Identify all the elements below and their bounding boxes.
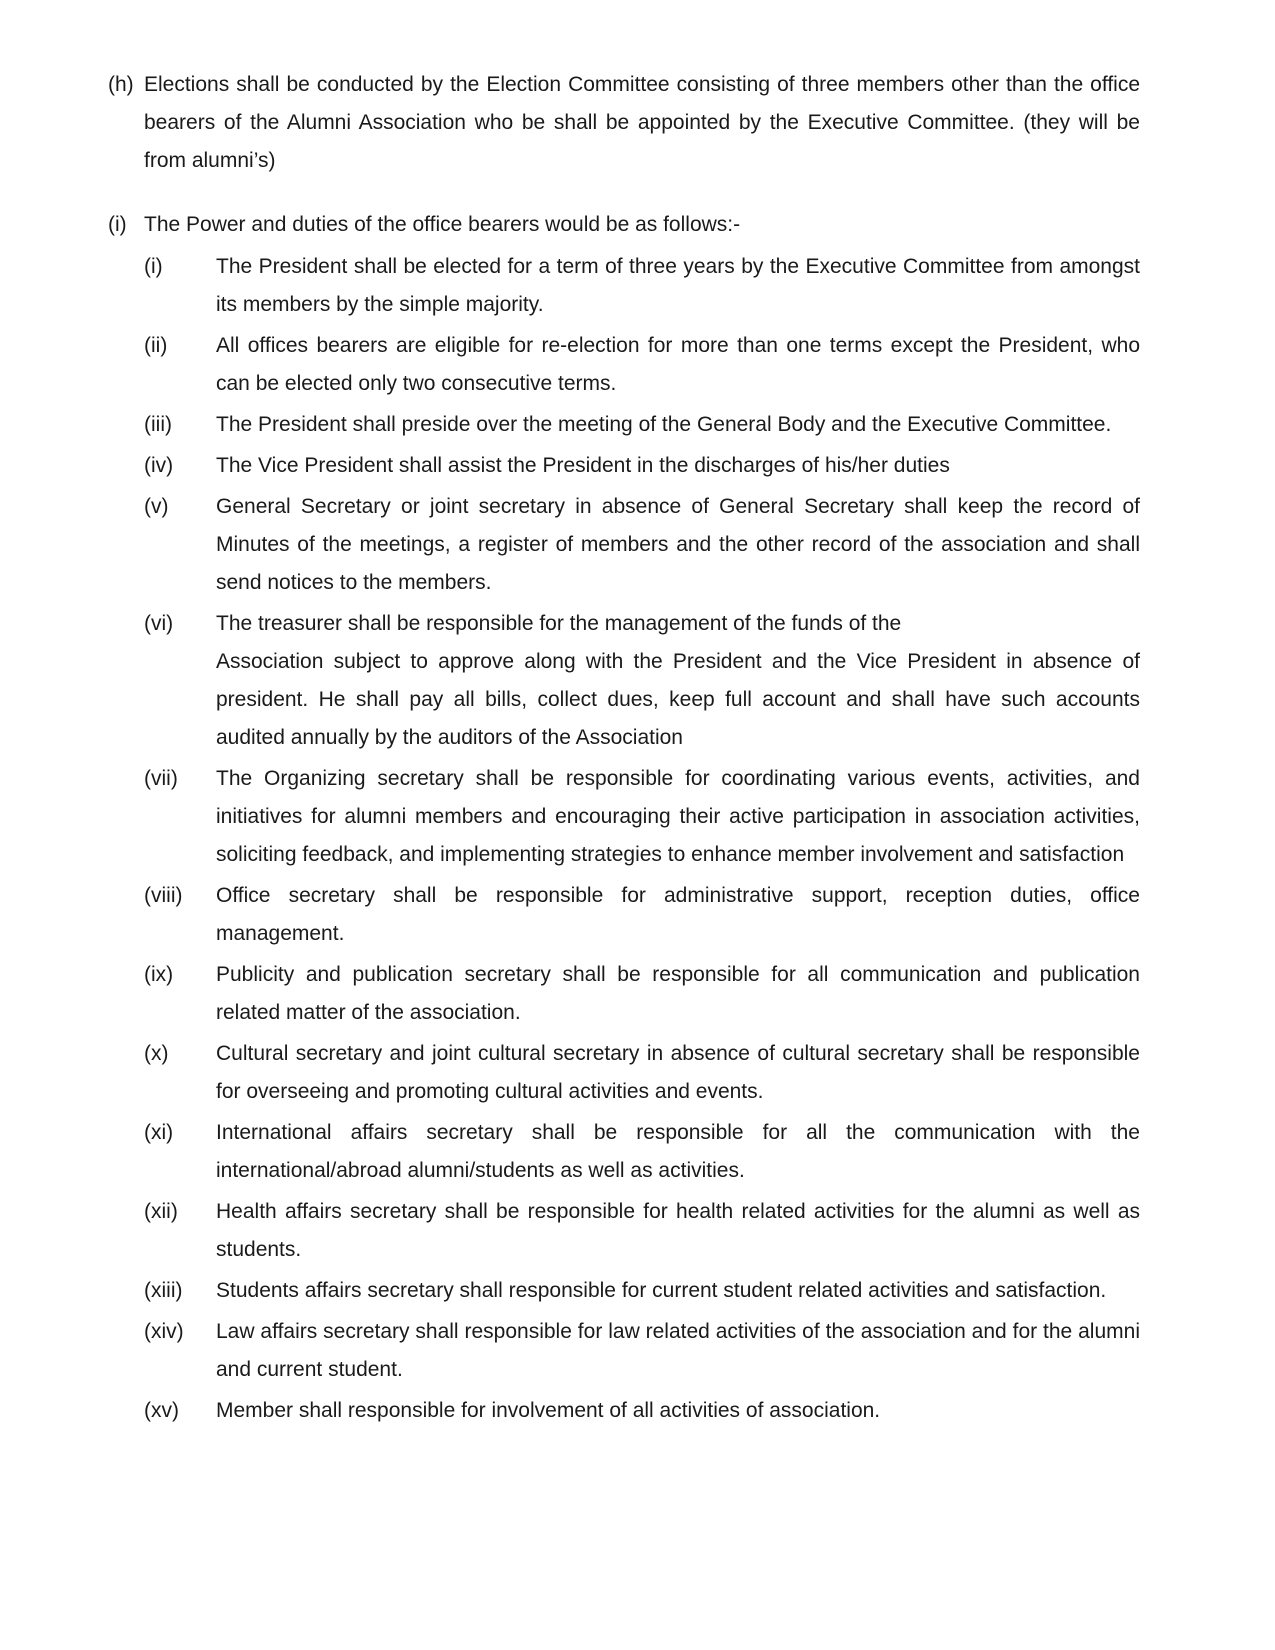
list-item (144, 760, 1140, 874)
list-item (144, 1035, 1140, 1111)
list-item (144, 248, 1140, 324)
item-number: (vii) (144, 767, 178, 790)
item-number: (xiii) (144, 1279, 183, 1302)
item-number: (v) (144, 495, 169, 518)
list-item (144, 1193, 1140, 1269)
paragraph-label: (i) (108, 213, 127, 236)
paragraph-text: Elections shall be conducted by the Election Committee consisting of three members other than the office bearers of the Alumni Association who be shall be appointed by the Executive Committee. (they will be from alumni’s) (144, 73, 1140, 172)
item-number: (x) (144, 1042, 169, 1065)
item-text: All offices bearers are eligible for re-election for more than one terms except the President, who can be elected only two consecutive terms. (216, 334, 1140, 395)
item-text: Law affairs secretary shall responsible for law related activities of the association and for the alumni and current student. (216, 1320, 1140, 1381)
item-number: (xi) (144, 1121, 174, 1144)
paragraph-text: The Power and duties of the office bearers would be as follows:- (144, 213, 741, 236)
item-text: Publicity and publication secretary shall be responsible for all communication and publication related matter of the association. (216, 963, 1140, 1024)
list-item (144, 1272, 1140, 1310)
office-bearer-duties-list (144, 248, 1140, 1430)
item-text-continued: Association subject to approve along with the President and the Vice President in absence of president. He shall pay all bills, collect dues, keep full account and shall have such accounts audited annually by the auditors of the Association (216, 650, 1140, 749)
item-text: The President shall be elected for a term of three years by the Executive Committee from amongst its members by the simple majority. (216, 255, 1140, 316)
paragraph-label: (h) (108, 73, 134, 96)
list-item (144, 1392, 1140, 1430)
list-item (144, 956, 1140, 1032)
item-number: (xiv) (144, 1320, 184, 1343)
item-text: Office secretary shall be responsible for administrative support, reception duties, office management. (216, 884, 1140, 945)
list-item (144, 488, 1140, 602)
list-item (144, 406, 1140, 444)
item-number: (xii) (144, 1200, 178, 1223)
item-number: (i) (144, 255, 163, 278)
list-item (144, 1313, 1140, 1389)
item-number: (viii) (144, 884, 183, 907)
item-text (216, 605, 1140, 757)
paragraph-h (108, 66, 1140, 180)
list-item (144, 605, 1140, 757)
item-text-line: The treasurer shall be responsible for the management of the funds of the (216, 612, 902, 635)
item-text: General Secretary or joint secretary in absence of General Secretary shall keep the record of Minutes of the meetings, a register of members and the other record of the association and shall send notices to the members. (216, 495, 1140, 594)
item-text: Cultural secretary and joint cultural secretary in absence of cultural secretary shall be responsible for overseeing and promoting cultural activities and events. (216, 1042, 1140, 1103)
item-text: Member shall responsible for involvement of all activities of association. (216, 1399, 881, 1422)
item-text: The Organizing secretary shall be responsible for coordinating various events, activities, and initiatives for alumni members and encouraging their active participation in association activities, soliciting feedback, and implementing strategies to enhance member involvement and satisfaction (216, 767, 1140, 866)
paragraph-i (108, 206, 1140, 244)
list-item (144, 447, 1140, 485)
item-number: (ix) (144, 963, 174, 986)
list-item (144, 1114, 1140, 1190)
item-number: (xv) (144, 1399, 179, 1422)
item-text: Health affairs secretary shall be responsible for health related activities for the alumni as well as students. (216, 1200, 1140, 1261)
document-page (108, 66, 1140, 1433)
item-number: (iii) (144, 413, 172, 436)
item-number: (vi) (144, 612, 174, 635)
item-text: The Vice President shall assist the President in the discharges of his/her duties (216, 454, 950, 477)
item-text: International affairs secretary shall be responsible for all the communication with the international/abroad alumni/students as well as activities. (216, 1121, 1140, 1182)
list-item (144, 877, 1140, 953)
item-text: Students affairs secretary shall responsible for current student related activities and satisfaction. (216, 1279, 1107, 1302)
item-number: (iv) (144, 454, 174, 477)
item-text: The President shall preside over the meeting of the General Body and the Executive Committee. (216, 413, 1112, 436)
item-number: (ii) (144, 334, 168, 357)
list-item (144, 327, 1140, 403)
